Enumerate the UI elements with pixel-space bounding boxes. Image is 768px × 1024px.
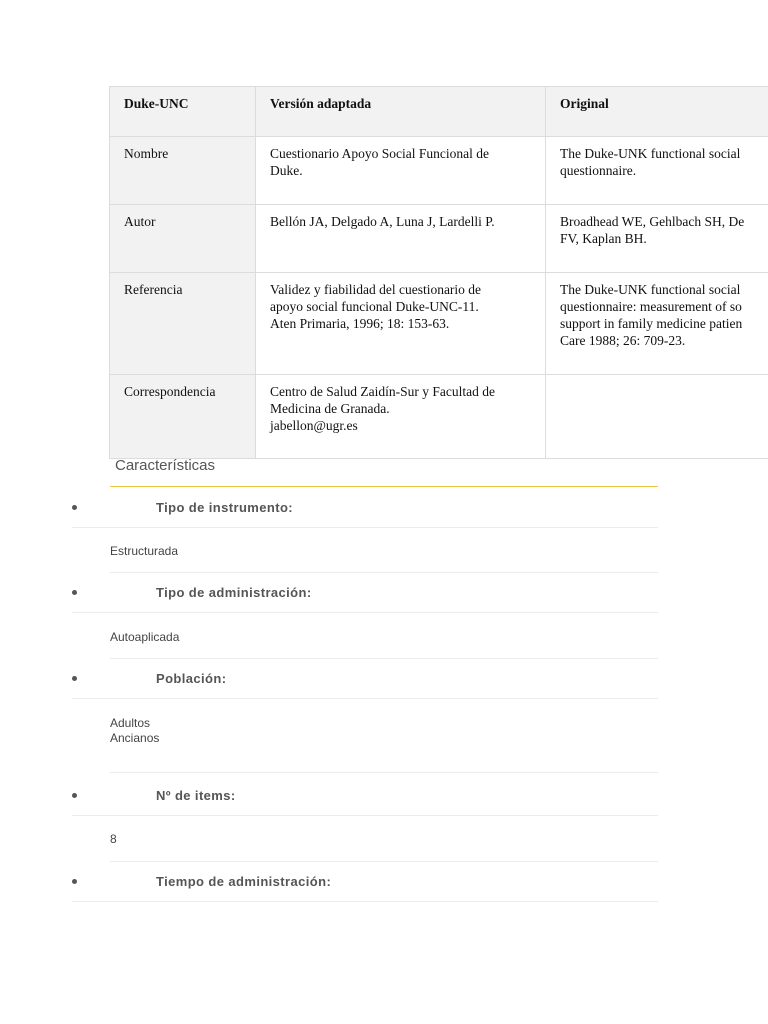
table-row [110,137,768,205]
row-label: Correspondencia [110,375,256,459]
table-header-cell: Versión adaptada [256,87,546,137]
field-value: Estructurada [110,528,658,573]
table-header-row [110,87,768,137]
table-header-cell: Duke-UNC [110,87,256,137]
field-label: Nº de items: [156,788,236,803]
original-version-cell: The Duke-UNK functional social questionnaire. [546,137,768,205]
field-value: Autoaplicada [110,613,658,659]
field-label: Tipo de instrumento: [156,500,294,515]
table-row [110,273,768,375]
row-label: Nombre [110,137,256,205]
table-row [110,375,768,459]
field-label: Población: [156,671,227,686]
adapted-version-cell: Bellón JA, Delgado A, Luna J, Lardelli P. [256,205,546,273]
field-administration-type [72,572,658,659]
adapted-version-cell: Cuestionario Apoyo Social Funcional de Duke. [256,137,546,205]
field-label-row [72,861,658,902]
bullet-icon [72,879,77,884]
field-value: 8 [110,816,658,862]
adapted-version-cell: Validez y fiabilidad del cuestionario de apoyo social funcional Duke-UNC-11. Aten Primaria, 1996; 18: 153-63. [256,273,546,375]
field-label-row [72,658,658,699]
bullet-icon [72,676,77,681]
field-instrument-type [72,487,658,573]
field-population [72,658,658,773]
original-version-cell [546,375,768,459]
field-label-row [72,775,658,816]
field-label-row [72,572,658,613]
adapted-version-cell: Centro de Salud Zaidín-Sur y Facultad de Medicina de Granada. jabellon@ugr.es [256,375,546,459]
bullet-icon [72,793,77,798]
field-item-count [72,775,658,862]
original-version-cell: The Duke-UNK functional social questionnaire: measurement of so support in family medicine patien Care 1988; 26: 709-23. [546,273,768,375]
instrument-table [109,86,768,459]
row-label: Referencia [110,273,256,375]
row-label: Autor [110,205,256,273]
table-header-cell: Original [546,87,768,137]
original-version-cell: Broadhead WE, Gehlbach SH, De FV, Kaplan BH. [546,205,768,273]
bullet-icon [72,590,77,595]
bullet-icon [72,505,77,510]
instrument-table-container [109,86,768,459]
field-label: Tiempo de administración: [156,874,332,889]
field-label-row [72,487,658,528]
table-row [110,205,768,273]
field-administration-time [72,861,658,902]
field-value: Adultos Ancianos [110,699,658,773]
field-label: Tipo de administración: [156,585,312,600]
section-title: Características [115,457,216,474]
